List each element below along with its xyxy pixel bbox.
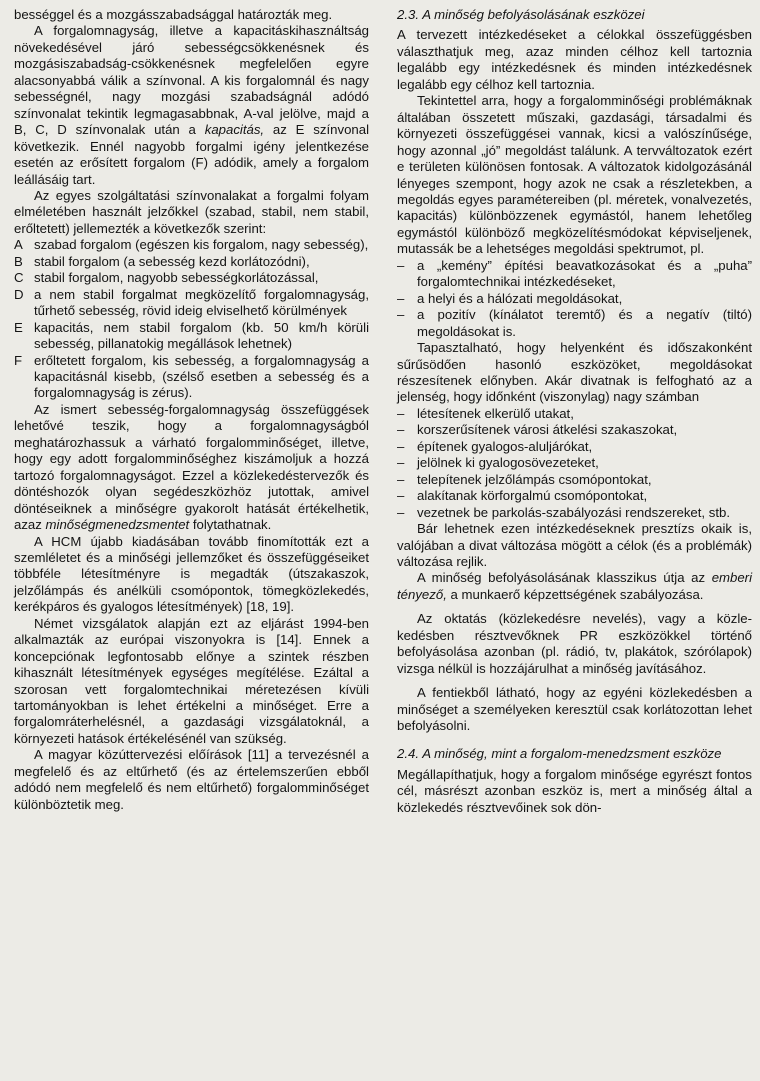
list-item <box>14 320 369 353</box>
level-mark: D <box>14 286 24 302</box>
text-span: a munkaerő képzettségének szabályozása. <box>446 586 704 602</box>
level-text: kapacitás, nem stabil forgalom (kb. 50 km/h körüli sebesség, pillanatokig megállások lehetnek) <box>34 319 369 352</box>
list-item <box>14 237 369 253</box>
paragraph-measures: A tervezett intézkedéseket a célokkal összefüggésben választhatjuk meg, azaz minden célhoz kell tartoznia legalább egy intézkedésnek és minden intézkedésnek legalább egy célhoz kell tartoznia. <box>397 27 752 92</box>
level-mark: A <box>14 237 23 253</box>
dash-mark: – <box>397 488 405 504</box>
paragraph-hcm: A HCM újabb kiadásában tovább finomították ezt a szemléletet és a minőségi jellemzőket és összefüggéseiket többféle létesítményre is megadták (útszakaszok, jelzőlámpás és anélküli csomópontok, tömegközlekedés, kerékpáros és gyalogos létesítmények) [18, 19]. <box>14 533 369 615</box>
level-text: stabil forgalom (a sebesség kezd korlátozódni), <box>34 253 310 269</box>
dash-mark: – <box>397 405 405 421</box>
paragraph-service-levels: Az egyes szolgáltatási színvonalakat a forgalmi folyam elméletében használt jelzőkkel (szabad, stabil, nem stabil, erőltetett) jellemezték a következők szerint: <box>14 187 369 236</box>
text-span: az E színvonal következik. Ennél nagyobb forgalmi igény jelentkezése esetén az erősített forgalom (F) adódik, amely a forgalom leállásáig tart. <box>14 122 369 187</box>
list-text: jelölnek ki gyalogosövezeteket, <box>417 455 599 471</box>
text-span: A minőség befolyásolásának klasszikus útja az <box>417 570 712 586</box>
list-item <box>397 439 752 455</box>
section-number: 2.4. <box>397 746 419 762</box>
level-mark: F <box>14 352 23 368</box>
dash-mark: – <box>397 471 405 487</box>
level-mark: C <box>14 270 24 286</box>
list-item <box>397 422 752 438</box>
right-column <box>397 7 752 816</box>
paragraph-quality-goal: Megállapíthatjuk, hogy a forgalom minősége egyrészt fontos cél, másrészt azonban eszköz is, mert a minőség által a közlekedés résztvevőinek sok dön- <box>397 766 752 815</box>
list-item <box>397 406 752 422</box>
trend-list <box>397 406 752 521</box>
section-number: 2.3. <box>397 7 419 22</box>
dash-mark: – <box>397 307 405 323</box>
level-text: szabad forgalom (egészen kis forgalom, nagy sebesség), <box>34 237 369 253</box>
level-mark: E <box>14 319 23 335</box>
level-text: erőltetett forgalom, kis sebesség, a forgalomnagyság a kapacitásnál kisebb, (szélső esetben a sebesség és a forgalomnagyság is zérus). <box>34 352 369 401</box>
list-item <box>397 258 752 291</box>
text-span: A forgalomnagyság, illetve a kapacitáskihasználtság növekedésével járó sebességcsökkenésnek és mozgásiszabadság-csökkenésnek megfelelően egyre alacsonyabbá válik a színvonal. A kis forgalomnál és nagy sebességnél, nagy mozgási szabadságnál adódó színvonalat tekintik legmagasabbnak, A-val jelölve, majd a B, C, D színvonalak után a <box>14 23 369 138</box>
list-text: építenek gyalogos-aluljárókat, <box>417 438 593 454</box>
paragraph-human-factor <box>397 570 752 603</box>
dash-mark: – <box>397 438 405 454</box>
list-text: létesítenek elkerülő utakat, <box>417 405 574 421</box>
paragraph-prestige: Bár lehetnek ezen intézkedéseknek presztízs okaik is, valójában a divat változása mögött a célok (és a problémák) változása rejlik. <box>397 521 752 569</box>
section-heading-2-4 <box>397 746 752 762</box>
text-span: folytathatnak. <box>189 517 272 533</box>
list-text: vezetnek be parkolás-szabályozási rendszereket, stb. <box>417 504 730 520</box>
italic-term: minőségmenedzsmentet <box>45 517 190 533</box>
paragraph-conclusion: A fentiekből látható, hogy az egyéni közlekedésben a minőséget a személyeken keresztül csak korlátozottan lehet befolyásolni. <box>397 685 752 734</box>
paragraph-alternatives: Tekintettel arra, hogy a forgalomminőségi problémáknak általában összetett műszaki, gazdasági, társadalmi és környezeti összefüggései vannak, kicsi a valószínűsége, hogy azonnal „jó” megoldást találunk. A tervváltozatok ezért e területen különösen fontosak. A változatok kidolgozásánál lényeges szempont, hogy azok ne csak a részletekben, a megoldás egyes paramétereiben (pl. méretek, vonalvezetés, kapacitás) különbözzenek egymástól, hanem lehetőleg egymástól különböző megközelítésmódokat képviseljenek, mutassák be a lehetséges megoldási spektrumot, pl. <box>397 93 752 257</box>
text-span: Az ismert sebesség-forgalomnagyság összefüggések lehetővé teszik, hogy a forgalomnagyságból meghatározhassuk a várható forgalomminőséget, illetve, hogy egy adott forgalomminőséghez kiszámoljuk a hozzá tartozó forgalomnagyságot. Ezzel a közlekedéstervezők és döntéshozók olyan segédeszközhöz jutottak, amivel döntéseiknek a minőségre gyakorolt hatását értékelhetik, azaz <box>14 401 369 533</box>
list-text: a pozitív (kínálatot teremtő) és a negatív (tiltó) megoldásokat is. <box>417 307 752 339</box>
paragraph-speed-volume <box>14 402 369 534</box>
dash-mark: – <box>397 257 405 273</box>
list-text: alakítanak körforgalmú csomópontokat, <box>417 488 648 504</box>
italic-term: emberi tényező, <box>397 570 752 602</box>
section-title: A minőség befolyásolásának eszközei <box>422 7 645 22</box>
list-item <box>397 505 752 521</box>
level-mark: B <box>14 253 23 269</box>
dash-mark: – <box>397 290 405 306</box>
paragraph-german-studies: Német vizsgálatok alapján ezt az eljárást 1994-ben alkalmazták az európai viszonyokra is [14]. Ennek a koncepciónak legfontosabb előnye a szintek részben kihasznált létesítmények egységes megítélése. Ezáltal a szorosan vett forgalomtechnikai méretezésen kívüli tartományokban is lehet értékelni a minőséget. Erre a forgalomráterhelésnél, a gazdasági vizsgálatoknál, a környezeti hatások értékelésénél van szükség. <box>14 615 369 746</box>
left-column <box>14 7 369 813</box>
paragraph-trends: Tapasztalható, hogy helyenként és időszakonként sűrűsödően hasonló eszközöket, megoldásokat részesítenek előnyben. Akár divatnak is felfogható az a jelenség, hogy időnként (viszonylag) nagy számban <box>397 340 752 405</box>
approach-list <box>397 258 752 340</box>
paragraph-education: Az oktatás (közlekedésre nevelés), vagy a közlekedésben résztvevőknek PR eszközökkel történő befolyásolása azonban (pl. rádió, tv, plakátok, szórólapok) vizsga nélkül is hozzájárulhat a minőség javításához. <box>397 611 752 676</box>
list-item <box>397 488 752 504</box>
list-item <box>14 353 369 402</box>
list-item <box>397 291 752 307</box>
list-item <box>397 307 752 340</box>
service-level-list <box>14 237 369 402</box>
list-item <box>397 472 752 488</box>
list-item <box>14 287 369 320</box>
italic-term: kapacitás, <box>204 122 265 138</box>
list-item <box>14 254 369 270</box>
dash-mark: – <box>397 504 405 520</box>
level-text: a nem stabil forgalmat megközelítő forgalomnagyság, tűrhető sebesség, rövid ideig elviselhető körülmények <box>34 286 369 319</box>
paragraph-continuation: bességgel és a mozgásszabadsággal határozták meg. <box>14 7 333 22</box>
list-item <box>14 270 369 286</box>
dash-mark: – <box>397 455 405 471</box>
list-text: korszerűsítenek városi átkelési szakaszokat, <box>417 422 678 438</box>
section-title: A minőség, mint a forgalom-menedzsment eszköze <box>422 746 722 762</box>
list-text: telepítenek jelzőlámpás csomópontokat, <box>417 471 652 487</box>
section-heading-2-3 <box>397 7 752 23</box>
list-item <box>397 455 752 471</box>
paragraph-traffic-volume <box>14 23 369 188</box>
dash-mark: – <box>397 422 405 438</box>
paragraph-hungarian-regulations: A magyar közúttervezési előírások [11] a tervezésnél a megfelelő és az eltűrhető (és az értelemszerűen ebből adódó nem megfelelő és nem eltűrhető) forgalomminőséget különböztetik meg. <box>14 747 369 812</box>
level-text: stabil forgalom, nagyobb sebességkorlátozással, <box>34 270 319 286</box>
list-text: a helyi és a hálózati megoldásokat, <box>417 290 623 306</box>
list-text: a „kemény” építési beavatkozásokat és a „puha” forgalomtechnikai intézkedéseket, <box>417 257 752 290</box>
